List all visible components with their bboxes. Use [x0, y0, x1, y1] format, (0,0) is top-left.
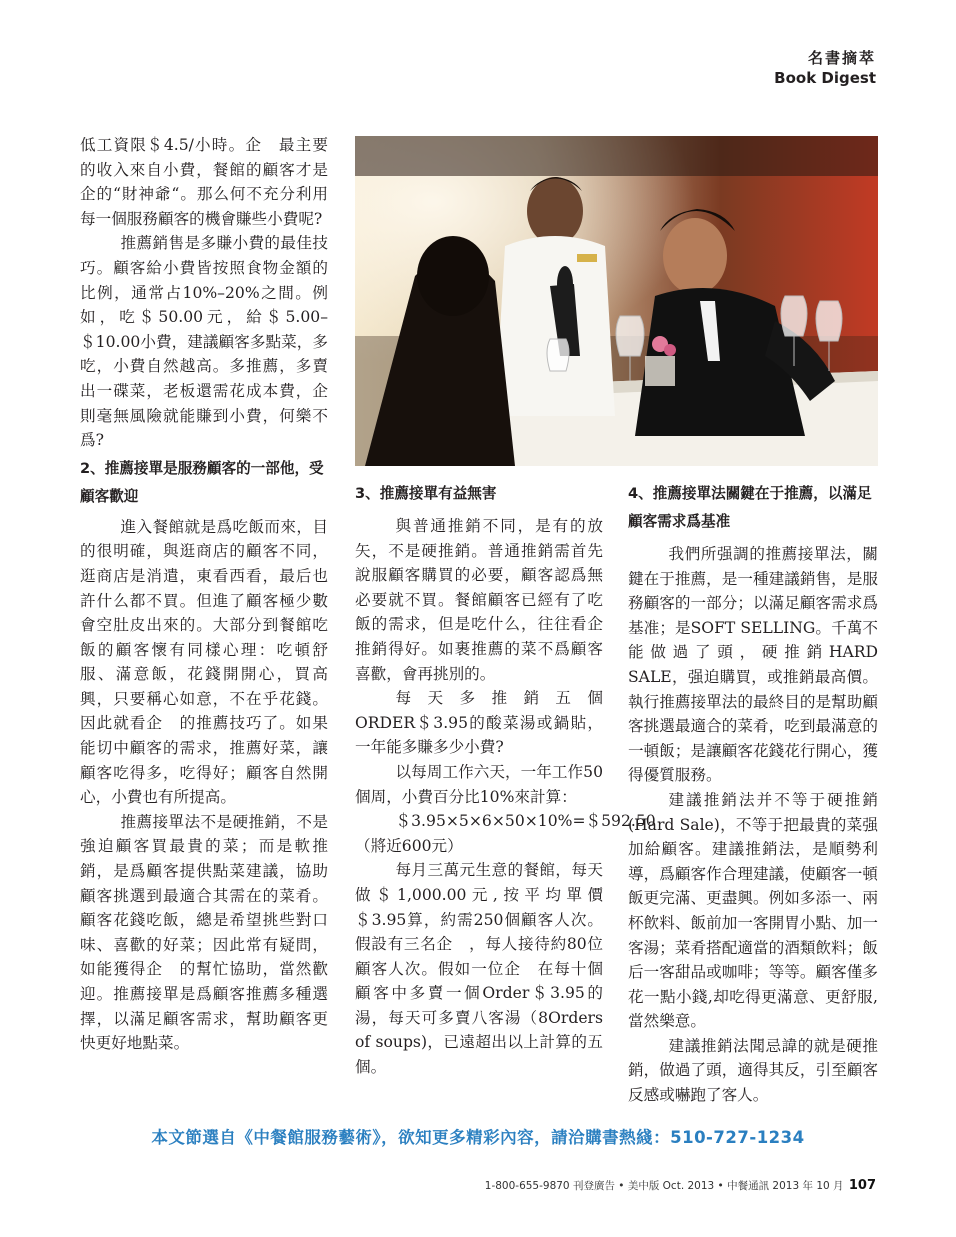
col2-paragraph-1: 與普通推銷不同，是有的放矢，不是硬推銷。普通推銷需首先說服顧客購買的必要，顧客認爲無必要就不買。餐館顧客已經有了吃飯的需求，但是吃什么，往往看企 推銷得好。如裹推薦的菜不爲顧客喜歡，會再挑別的。 — [355, 517, 619, 683]
restaurant-scene-illustration — [355, 136, 878, 466]
col1-paragraph-3: 進入餐館就是爲吃飯而來，目的很明確，與逛商店的顧客不同，逛商店是消遣，東看西看，最后也許什么都不買。但進了顧客極少數會空肚皮出來的。大部分到餐館吃飯的顧客懷有同樣心理：吃頓舒服、滿意飯，花錢開開心，買高興，只要稱心如意，不在乎花錢。因此就看企 的推薦技巧了。如果能切中顧客的需求，推薦好菜，讓顧客吃得多，吃得好；顧客自然開心，小費也有所提高。 — [80, 517, 328, 807]
restaurant-photo — [355, 136, 878, 466]
section-heading-3: 3、推薦接單有益無害 — [355, 485, 497, 502]
footer-text: 1-800-655-9870 刊登廣告 • 美中版 Oct. 2013 • 中餐通訊 2013 年 10 月 — [484, 1180, 844, 1192]
col1-paragraph-4: 推薦接單法不是硬推銷，不是強迫顧客買最貴的菜；而是軟推銷，是爲顧客提供點菜建議，協助顧客挑選到最適合其需在的菜肴。顧客花錢吃飯，總是希望挑些對口味、喜歡的好菜；因此常有疑問，如能獲得企 的幫忙協助，當然歡迎。推薦接單是爲顧客推薦多種選擇，以滿足顧客需求，幫助顧客更快更好地點菜。 — [80, 812, 328, 1053]
col2-paragraph-2: 每天多推銷五個ORDER＄3.95的酸菜湯或鍋貼，一年能多賺多少小費? — [355, 689, 603, 757]
column-2 — [355, 480, 656, 1080]
column-3 — [628, 480, 878, 1108]
col2-paragraph-3: 以每周工作六天，一年工作50個周，小費百分比10%來計算： — [355, 762, 603, 806]
col3-paragraph-1: 我們所强調的推薦接單法，關鍵在于推薦，是一種建議銷售，是服務顧客的一部分；以滿足顧客需求爲基准；是SOFT SELLING。千萬不能做過了頭，硬推銷HARD SALE，强迫購買，或推銷最高價。執行推薦接單法的最終目的是幫助顧客挑選最適合的菜肴，吃到最滿意的一頓飯；是讓顧客花錢花行開心，獲得優質服務。 — [628, 545, 878, 785]
col1-paragraph-1: 低工資限＄4.5/小時。企 最主要的收入來自小費，餐館的顧客才是企的“財神爺“。那么何不充分利用每一個服務顧客的機會賺些小費呢? — [80, 136, 328, 228]
section-heading-2: 2、推薦接單是服務顧客的一部他，受顧客歡迎 — [80, 459, 324, 505]
book-promo-line: 本文節選自《中餐館服務藝術》，欲知更多精彩內容，請洽購書熱綫：510-727-1234 — [151, 1128, 805, 1147]
section-heading-4: 4、推薦接單法關鍵在于推薦，以滿足顧客需求爲基准 — [628, 485, 872, 530]
col3-paragraph-2: 建議推銷法并不等于硬推銷(Hard Sale)，不等于把最貴的菜强加給顧客。建議推銷法，是順勢利導，爲顧客作合理建議，使顧客一頓飯更完滿、更盡興。例如多添一、兩杯飲料、飯前加一客開胃小點、加一客湯；菜肴搭配適當的酒類飲料；飯后一客甜品或咖啡；等等。顧客僅多花一點小錢,却吃得更滿意、更舒服,當然樂意。 — [628, 790, 878, 1031]
section-title-en: Book Digest — [774, 69, 876, 87]
page-footer — [485, 1178, 876, 1193]
column-1 — [80, 133, 344, 1056]
page-number: 107 — [848, 1178, 876, 1193]
col2-paragraph-4: ＄3.95×5×6×50×10%=＄592.50（將近600元） — [355, 812, 656, 855]
col3-paragraph-3: 建議推銷法聞忌諱的就是硬推銷，做過了頭，適得其反，引至顧客反感或嚇跑了客人。 — [628, 1036, 878, 1105]
col2-paragraph-5: 每月三萬元生意的餐館，每天做＄1,000.00元,按平均單價＄3.95算，約需250個顧客人次。假設有三名企 ，每人接待約80位顧客人次。假如一位企 在每十個顧客中多賣一個Order＄3.95的湯，每天可多賣八客湯（8Orders of soups)，已遠超出以上計算的五個。 — [355, 861, 603, 1077]
page-header — [774, 48, 876, 88]
section-title-zh: 名書摘萃 — [807, 49, 876, 67]
col1-paragraph-2: 推薦銷售是多賺小費的最佳技巧。顧客給小費皆按照食物金額的比例，通常占10%–20%之間。例如，吃＄50.00元，給＄5.00–＄10.00小費，建議顧客多點菜，多吃，小費自然越高。多推薦，多賣出一碟菜，老板還需花成本費，企 則毫無風險就能賺到小費，何樂不爲? — [80, 234, 344, 450]
